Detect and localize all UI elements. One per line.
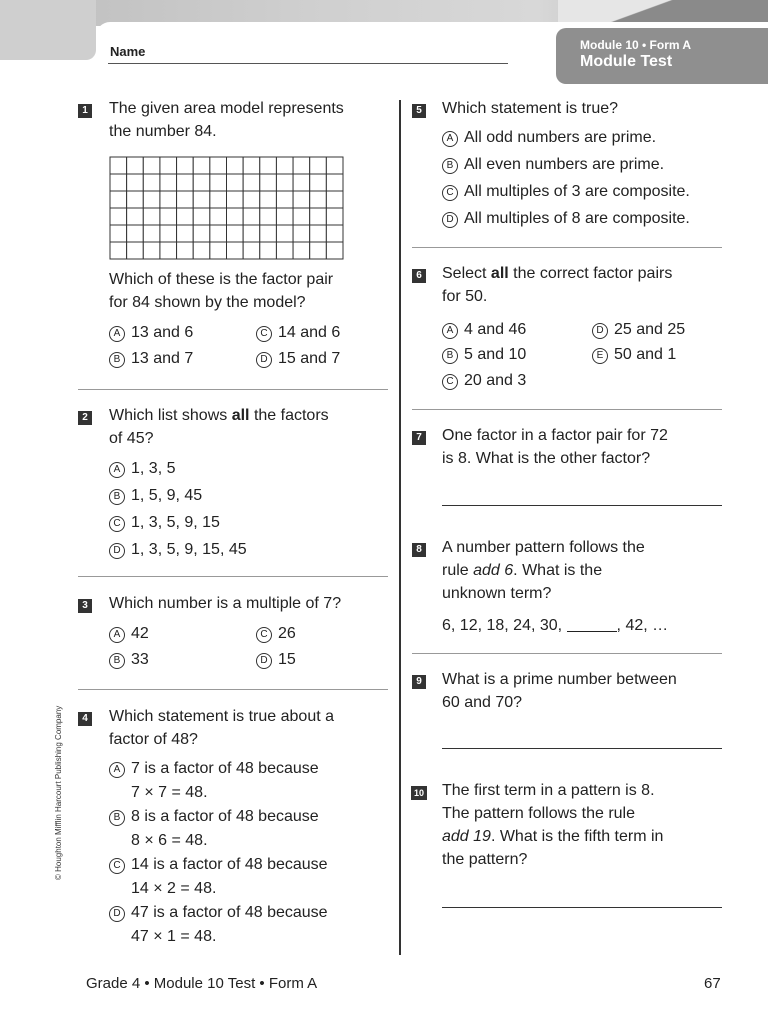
question-number-8: 8 — [412, 543, 426, 557]
q6-option-a[interactable] — [442, 319, 526, 341]
question-number-10: 10 — [411, 786, 427, 800]
question-number-4: 4 — [78, 712, 92, 726]
question-8-text — [442, 536, 645, 605]
q10-line3-post: . What is the fifth term in — [490, 828, 664, 845]
q4-option-d[interactable] — [109, 902, 328, 924]
bubble-b[interactable]: B — [442, 158, 458, 174]
q3-option-d-text: 15 — [278, 651, 296, 668]
grid-cell — [143, 242, 160, 259]
q5-option-d-text: All multiples of 8 are composite. — [464, 210, 690, 227]
grid-cell — [177, 208, 194, 225]
grid-cell — [210, 191, 227, 208]
grid-cell — [210, 157, 227, 174]
grid-cell — [293, 208, 310, 225]
question-10-text — [442, 779, 663, 871]
bubble-d[interactable]: D — [592, 323, 608, 339]
question-4-text — [109, 705, 334, 751]
q5-option-a[interactable] — [442, 127, 656, 149]
grid-cell — [227, 242, 244, 259]
q6-option-b[interactable] — [442, 344, 526, 366]
q6-line1-pre: Select — [442, 265, 491, 282]
q4-option-a-equation: 7 × 7 = 48. — [131, 784, 208, 801]
q4-option-c-equation: 14 × 2 = 48. — [131, 880, 217, 897]
q2-option-a[interactable] — [109, 458, 175, 480]
grid-cell — [210, 225, 227, 242]
q6-option-d-text: 25 and 25 — [614, 321, 686, 338]
bubble-c[interactable]: C — [256, 627, 272, 643]
q2-option-b-text: 1, 5, 9, 45 — [131, 487, 203, 504]
grid-cell — [260, 191, 277, 208]
q8-line2-post: . What is the — [513, 562, 603, 579]
question-2-text — [109, 404, 329, 450]
grid-cell — [110, 157, 127, 174]
q6-line1-bold: all — [490, 265, 509, 282]
question-number-6: 6 — [412, 269, 426, 283]
question-9-text — [442, 668, 677, 714]
q6-option-e[interactable] — [592, 344, 676, 366]
bubble-a[interactable]: A — [109, 627, 125, 643]
q4-option-c[interactable] — [109, 854, 328, 876]
area-model-grid — [109, 156, 344, 260]
grid-cell — [160, 208, 177, 225]
q4-option-a-text: 7 is a factor of 48 because — [131, 760, 319, 777]
grid-cell — [293, 157, 310, 174]
grid-cell — [177, 225, 194, 242]
grid-cell — [210, 174, 227, 191]
grid-cell — [260, 242, 277, 259]
grid-cell — [260, 208, 277, 225]
q2-line1-post: the factors — [249, 407, 329, 424]
q3-option-d[interactable] — [256, 649, 296, 671]
q4-option-d-equation: 47 × 1 = 48. — [131, 928, 217, 945]
bubble-a[interactable]: A — [109, 326, 125, 342]
q4-option-b-text: 8 is a factor of 48 because — [131, 808, 319, 825]
q8-answer-blank[interactable] — [567, 618, 617, 632]
q3-option-c-text: 26 — [278, 625, 296, 642]
grid-cell — [293, 191, 310, 208]
q2-line1-bold: all — [231, 407, 250, 424]
q2-option-b[interactable] — [109, 485, 202, 507]
bubble-b[interactable]: B — [109, 653, 125, 669]
footer-test-label: Grade 4 • Module 10 Test • Form A — [86, 975, 318, 992]
grid-cell — [160, 191, 177, 208]
grid-cell — [260, 174, 277, 191]
grid-cell — [293, 225, 310, 242]
q8-line3: unknown term? — [442, 585, 552, 602]
grid-cell — [110, 191, 127, 208]
bubble-c[interactable]: C — [442, 374, 458, 390]
bubble-c[interactable]: C — [109, 858, 125, 874]
q8-rule: add 6 — [473, 562, 514, 579]
grid-cell — [127, 242, 144, 259]
grid-cell — [276, 208, 293, 225]
grid-cell — [326, 174, 343, 191]
q2-line2: of 45? — [109, 430, 154, 447]
bubble-a[interactable]: A — [109, 762, 125, 778]
bubble-a[interactable]: A — [109, 462, 125, 478]
grid-cell — [160, 242, 177, 259]
bubble-b[interactable]: B — [109, 810, 125, 826]
grid-cell — [193, 242, 210, 259]
q6-line1 — [442, 262, 672, 285]
bubble-d[interactable]: D — [109, 906, 125, 922]
q8-seq-post: , 42, … — [616, 617, 669, 634]
separator — [78, 576, 388, 577]
question-number-3: 3 — [78, 599, 92, 613]
bubble-c[interactable]: C — [442, 185, 458, 201]
q2-option-a-text: 1, 3, 5 — [131, 460, 176, 477]
q6-option-d[interactable] — [592, 319, 685, 341]
q3-option-a[interactable] — [109, 623, 149, 645]
q6-option-e-text: 50 and 1 — [614, 346, 677, 363]
question-1-text — [109, 97, 344, 143]
q3-option-b-text: 33 — [131, 651, 149, 668]
grid-cell — [127, 208, 144, 225]
grid-cell — [210, 242, 227, 259]
q7-line1: One factor in a factor pair for 72 — [442, 427, 668, 444]
module-title: Module Test — [580, 53, 673, 70]
copyright-notice: © Houghton Mifflin Harcourt Publishing Company — [54, 705, 63, 880]
bubble-b[interactable]: B — [109, 489, 125, 505]
question-6-text — [442, 262, 672, 308]
q5-option-b-text: All even numbers are prime. — [464, 156, 665, 173]
q4-option-a[interactable] — [109, 758, 319, 780]
q8-seq-pre: 6, 12, 18, 24, 30, — [442, 617, 563, 634]
q1-line1: The given area model represents — [109, 100, 344, 117]
grid-cell — [227, 174, 244, 191]
q4-option-b[interactable] — [109, 806, 319, 828]
grid-cell — [193, 191, 210, 208]
grid-cell — [193, 208, 210, 225]
grid-cell — [110, 225, 127, 242]
grid-cell — [310, 174, 327, 191]
grid-cell — [310, 191, 327, 208]
grid-cell — [243, 157, 260, 174]
q1-line3: Which of these is the factor pair — [109, 271, 334, 288]
grid-cell — [193, 225, 210, 242]
bubble-a[interactable]: A — [442, 131, 458, 147]
q6-option-c-text: 20 and 3 — [464, 372, 527, 389]
q9-line2: 60 and 70? — [442, 694, 523, 711]
q10-line4: the pattern? — [442, 851, 528, 868]
grid-cell — [210, 208, 227, 225]
grid-cell — [110, 242, 127, 259]
grid-cell — [326, 225, 343, 242]
bubble-d[interactable]: D — [442, 212, 458, 228]
q9-answer-line[interactable] — [442, 748, 722, 749]
grid-cell — [143, 191, 160, 208]
grid-cell — [177, 191, 194, 208]
q6-option-c[interactable] — [442, 370, 526, 392]
name-label: Name — [110, 44, 146, 59]
grid-cell — [310, 242, 327, 259]
header-left-tab — [0, 0, 96, 60]
q1-option-a-text: 13 and 6 — [131, 324, 194, 341]
question-number-1: 1 — [78, 104, 92, 118]
grid-cell — [160, 225, 177, 242]
q1-option-b-text: 13 and 7 — [131, 350, 194, 367]
grid-cell — [143, 157, 160, 174]
q6-line1-post: the correct factor pairs — [508, 265, 673, 282]
grid-cell — [177, 174, 194, 191]
grid-cell — [310, 225, 327, 242]
grid-cell — [110, 208, 127, 225]
q10-line3 — [442, 825, 663, 848]
q4-line2: factor of 48? — [109, 731, 198, 748]
q1-option-c[interactable] — [256, 322, 340, 344]
bubble-b[interactable]: B — [109, 352, 125, 368]
name-field[interactable] — [108, 63, 508, 64]
grid-cell — [177, 242, 194, 259]
grid-cell — [143, 208, 160, 225]
q6-option-b-text: 5 and 10 — [464, 346, 527, 363]
q2-option-c-text: 1, 3, 5, 9, 15 — [131, 514, 220, 531]
grid-cell — [127, 157, 144, 174]
grid-cell — [326, 157, 343, 174]
q8-sequence — [442, 615, 668, 637]
q10-answer-line[interactable] — [442, 907, 722, 908]
grid-cell — [127, 174, 144, 191]
question-number-5: 5 — [412, 104, 426, 118]
grid-cell — [243, 242, 260, 259]
grid-cell — [310, 157, 327, 174]
page-number: 67 — [704, 975, 721, 992]
module-badge — [556, 28, 768, 84]
q2-option-d-text: 1, 3, 5, 9, 15, 45 — [131, 541, 247, 558]
separator — [412, 247, 722, 248]
grid-cell — [243, 208, 260, 225]
bubble-b[interactable]: B — [442, 348, 458, 364]
grid-cell — [293, 174, 310, 191]
q2-option-c[interactable] — [109, 512, 220, 534]
column-divider — [399, 100, 401, 955]
grid-cell — [276, 242, 293, 259]
question-3-text: Which number is a multiple of 7? — [109, 595, 342, 612]
grid-cell — [127, 225, 144, 242]
q4-option-b-equation: 8 × 6 = 48. — [131, 832, 208, 849]
q1-option-c-text: 14 and 6 — [278, 324, 341, 341]
question-1-prompt — [109, 268, 333, 314]
question-number-9: 9 — [412, 675, 426, 689]
q9-line1: What is a prime number between — [442, 671, 677, 688]
separator — [412, 409, 722, 410]
q7-line2: is 8. What is the other factor? — [442, 450, 651, 467]
q1-option-a[interactable] — [109, 322, 193, 344]
q2-line1-pre: Which list shows — [109, 407, 232, 424]
grid-cell — [276, 174, 293, 191]
grid-cell — [143, 225, 160, 242]
question-number-2: 2 — [78, 411, 92, 425]
grid-cell — [160, 174, 177, 191]
q1-line2: the number 84. — [109, 123, 217, 140]
q5-option-c-text: All multiples of 3 are composite. — [464, 183, 690, 200]
bubble-d[interactable]: D — [109, 543, 125, 559]
grid-cell — [143, 174, 160, 191]
q10-line1: The first term in a pattern is 8. — [442, 782, 655, 799]
grid-cell — [326, 242, 343, 259]
q3-option-a-text: 42 — [131, 625, 149, 642]
grid-cell — [193, 174, 210, 191]
q5-option-c[interactable] — [442, 181, 690, 203]
q5-option-a-text: All odd numbers are prime. — [464, 129, 657, 146]
grid-cell — [243, 191, 260, 208]
bubble-c[interactable]: C — [256, 326, 272, 342]
q8-line1: A number pattern follows the — [442, 539, 645, 556]
q8-line2-pre: rule — [442, 562, 474, 579]
q5-option-b[interactable] — [442, 154, 664, 176]
q3-option-c[interactable] — [256, 623, 296, 645]
grid-cell — [227, 157, 244, 174]
bubble-d[interactable]: D — [256, 653, 272, 669]
bubble-e[interactable]: E — [592, 348, 608, 364]
grid-cell — [326, 191, 343, 208]
q4-option-c-text: 14 is a factor of 48 because — [131, 856, 328, 873]
question-5-text: Which statement is true? — [442, 100, 619, 117]
bubble-a[interactable]: A — [442, 323, 458, 339]
q7-answer-line[interactable] — [442, 505, 722, 506]
q1-line4: for 84 shown by the model? — [109, 294, 306, 311]
q2-line1 — [109, 404, 329, 427]
bubble-c[interactable]: C — [109, 516, 125, 532]
q6-option-a-text: 4 and 46 — [464, 321, 527, 338]
grid-cell — [193, 157, 210, 174]
q1-option-d[interactable] — [256, 348, 340, 370]
grid-cell — [260, 225, 277, 242]
grid-cell — [260, 157, 277, 174]
grid-cell — [243, 225, 260, 242]
grid-cell — [326, 208, 343, 225]
separator — [78, 389, 388, 390]
q1-option-b[interactable] — [109, 348, 193, 370]
grid-cell — [110, 174, 127, 191]
module-subtitle: Module 10 • Form A — [580, 38, 692, 52]
question-number-7: 7 — [412, 431, 426, 445]
grid-cell — [227, 208, 244, 225]
grid-cell — [276, 225, 293, 242]
grid-cell — [127, 191, 144, 208]
q4-option-d-text: 47 is a factor of 48 because — [131, 904, 328, 921]
q1-option-d-text: 15 and 7 — [278, 350, 341, 367]
q5-option-d[interactable] — [442, 208, 690, 230]
q10-line2: The pattern follows the rule — [442, 805, 635, 822]
grid-cell — [310, 208, 327, 225]
separator — [412, 653, 722, 654]
bubble-d[interactable]: D — [256, 352, 272, 368]
separator — [78, 689, 388, 690]
q8-line2 — [442, 559, 645, 582]
grid-cell — [293, 242, 310, 259]
q4-line1: Which statement is true about a — [109, 708, 334, 725]
q3-option-b[interactable] — [109, 649, 149, 671]
grid-cell — [276, 191, 293, 208]
grid-cell — [177, 157, 194, 174]
q10-rule: add 19 — [442, 828, 491, 845]
grid-cell — [160, 157, 177, 174]
grid-cell — [276, 157, 293, 174]
grid-cell — [243, 174, 260, 191]
q6-line2: for 50. — [442, 288, 488, 305]
q2-option-d[interactable] — [109, 539, 247, 561]
grid-cell — [227, 225, 244, 242]
question-7-text — [442, 424, 668, 470]
grid-cell — [227, 191, 244, 208]
